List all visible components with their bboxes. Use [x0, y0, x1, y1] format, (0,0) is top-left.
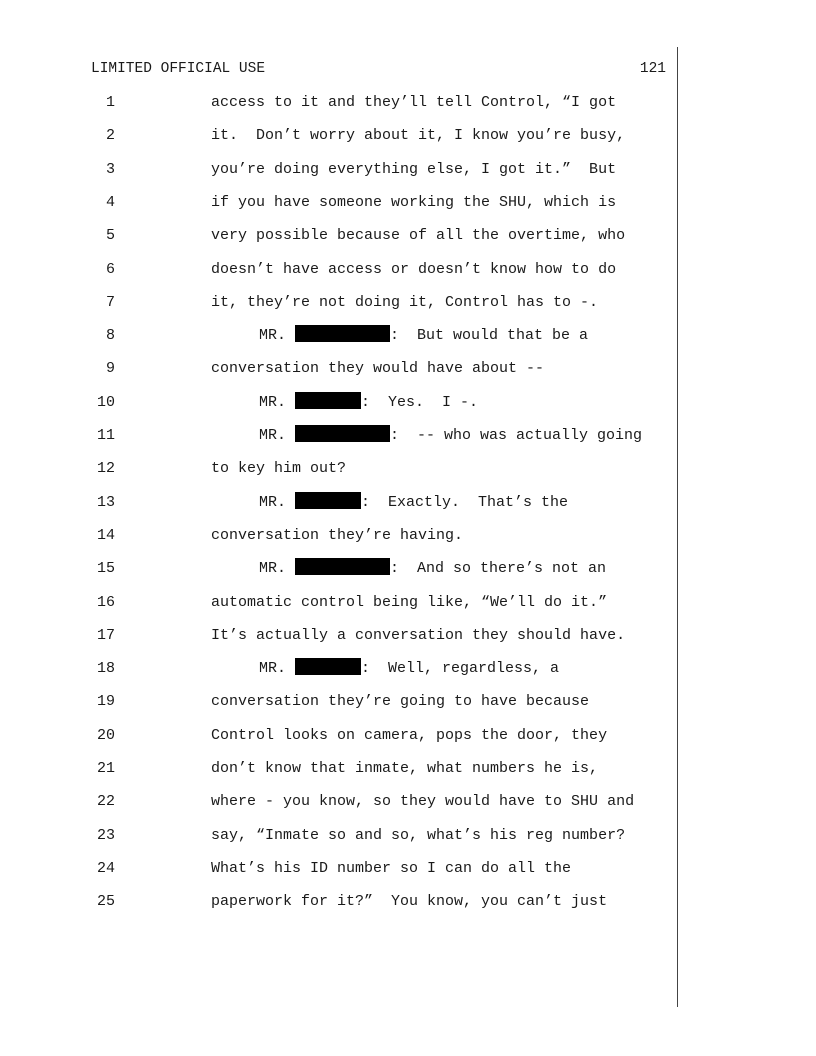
speaker-line — [259, 392, 478, 414]
line-text: access to it and they’ll tell Control, “I got — [211, 94, 617, 111]
line-number: 18 — [96, 660, 115, 678]
line-text: conversation they’re going to have because — [211, 693, 590, 711]
redaction-box — [295, 492, 361, 509]
line-number: 12 — [96, 460, 115, 478]
line-number: 20 — [96, 726, 115, 744]
redaction-box — [295, 558, 390, 575]
line-text: you’re doing everything else, I got it.” But — [211, 160, 617, 178]
line-number: 21 — [96, 760, 115, 777]
line-number: 5 — [105, 227, 115, 245]
line-number: 14 — [96, 526, 115, 544]
line-text: : Exactly. That’s the — [361, 493, 569, 511]
line-number: 17 — [96, 626, 115, 644]
redaction-box — [295, 425, 390, 442]
line-text: Control looks on camera, pops the door, they — [211, 726, 608, 744]
line-number: 3 — [105, 160, 115, 178]
line-text: automatic control being like, “We’ll do it.” — [211, 593, 608, 611]
header-classification: LIMITED OFFICIAL USE — [91, 61, 266, 77]
speaker-label: MR. — [259, 427, 287, 444]
line-text: : Well, regardless, a — [361, 660, 560, 678]
line-number: 25 — [96, 893, 115, 911]
line-text: conversation they’re having. — [211, 526, 464, 544]
line-text: : But would that be a — [390, 327, 589, 345]
speaker-line — [259, 325, 588, 347]
redaction-box — [295, 658, 361, 675]
line-number: 4 — [105, 193, 115, 211]
speaker-line — [259, 558, 606, 580]
speaker-label: MR. — [259, 560, 287, 578]
line-text: conversation they would have about -- — [211, 360, 545, 378]
right-margin-rule — [677, 47, 678, 1007]
line-text: doesn’t have access or doesn’t know how to do — [211, 260, 617, 278]
line-text: paperwork for it?” You know, you can’t just — [211, 893, 608, 911]
line-number: 10 — [96, 393, 115, 411]
line-text: : -- who was actually going — [390, 427, 643, 444]
line-number: 1 — [105, 94, 115, 111]
line-number: 9 — [105, 360, 115, 378]
line-text: it, they’re not doing it, Control has to -. — [211, 293, 599, 311]
line-text: say, “Inmate so and so, what’s his reg number? — [211, 826, 626, 844]
line-number: 22 — [96, 793, 115, 811]
speaker-label: MR. — [259, 327, 287, 345]
redaction-box — [295, 325, 390, 342]
line-text: It’s actually a conversation they should have. — [211, 626, 626, 644]
line-text: where - you know, so they would have to SHU and — [211, 793, 635, 811]
speaker-line — [259, 425, 642, 447]
line-number: 7 — [105, 293, 115, 311]
speaker-label: MR. — [259, 660, 287, 678]
line-number: 6 — [105, 260, 115, 278]
line-number: 24 — [96, 859, 115, 877]
line-text: to key him out? — [211, 460, 347, 478]
line-text: don’t know that inmate, what numbers he is, — [211, 760, 599, 777]
line-number: 19 — [96, 693, 115, 711]
line-text: if you have someone working the SHU, which is — [211, 193, 617, 211]
page-number: 121 — [639, 61, 666, 77]
speaker-line — [259, 658, 559, 680]
line-number: 2 — [105, 127, 115, 145]
line-number: 8 — [105, 327, 115, 345]
speaker-line — [259, 492, 568, 514]
speaker-label: MR. — [259, 493, 287, 511]
line-number: 11 — [96, 427, 115, 444]
line-number: 23 — [96, 826, 115, 844]
line-number: 16 — [96, 593, 115, 611]
redaction-box — [295, 392, 361, 409]
line-text: : And so there’s not an — [390, 560, 607, 578]
line-number: 15 — [96, 560, 115, 578]
speaker-label: MR. — [259, 393, 287, 411]
line-text: : Yes. I -. — [361, 393, 479, 411]
line-number: 13 — [96, 493, 115, 511]
line-text: very possible because of all the overtime, who — [211, 227, 626, 245]
line-text: it. Don’t worry about it, I know you’re busy, — [211, 127, 626, 145]
line-text: What’s his ID number so I can do all the — [211, 859, 572, 877]
